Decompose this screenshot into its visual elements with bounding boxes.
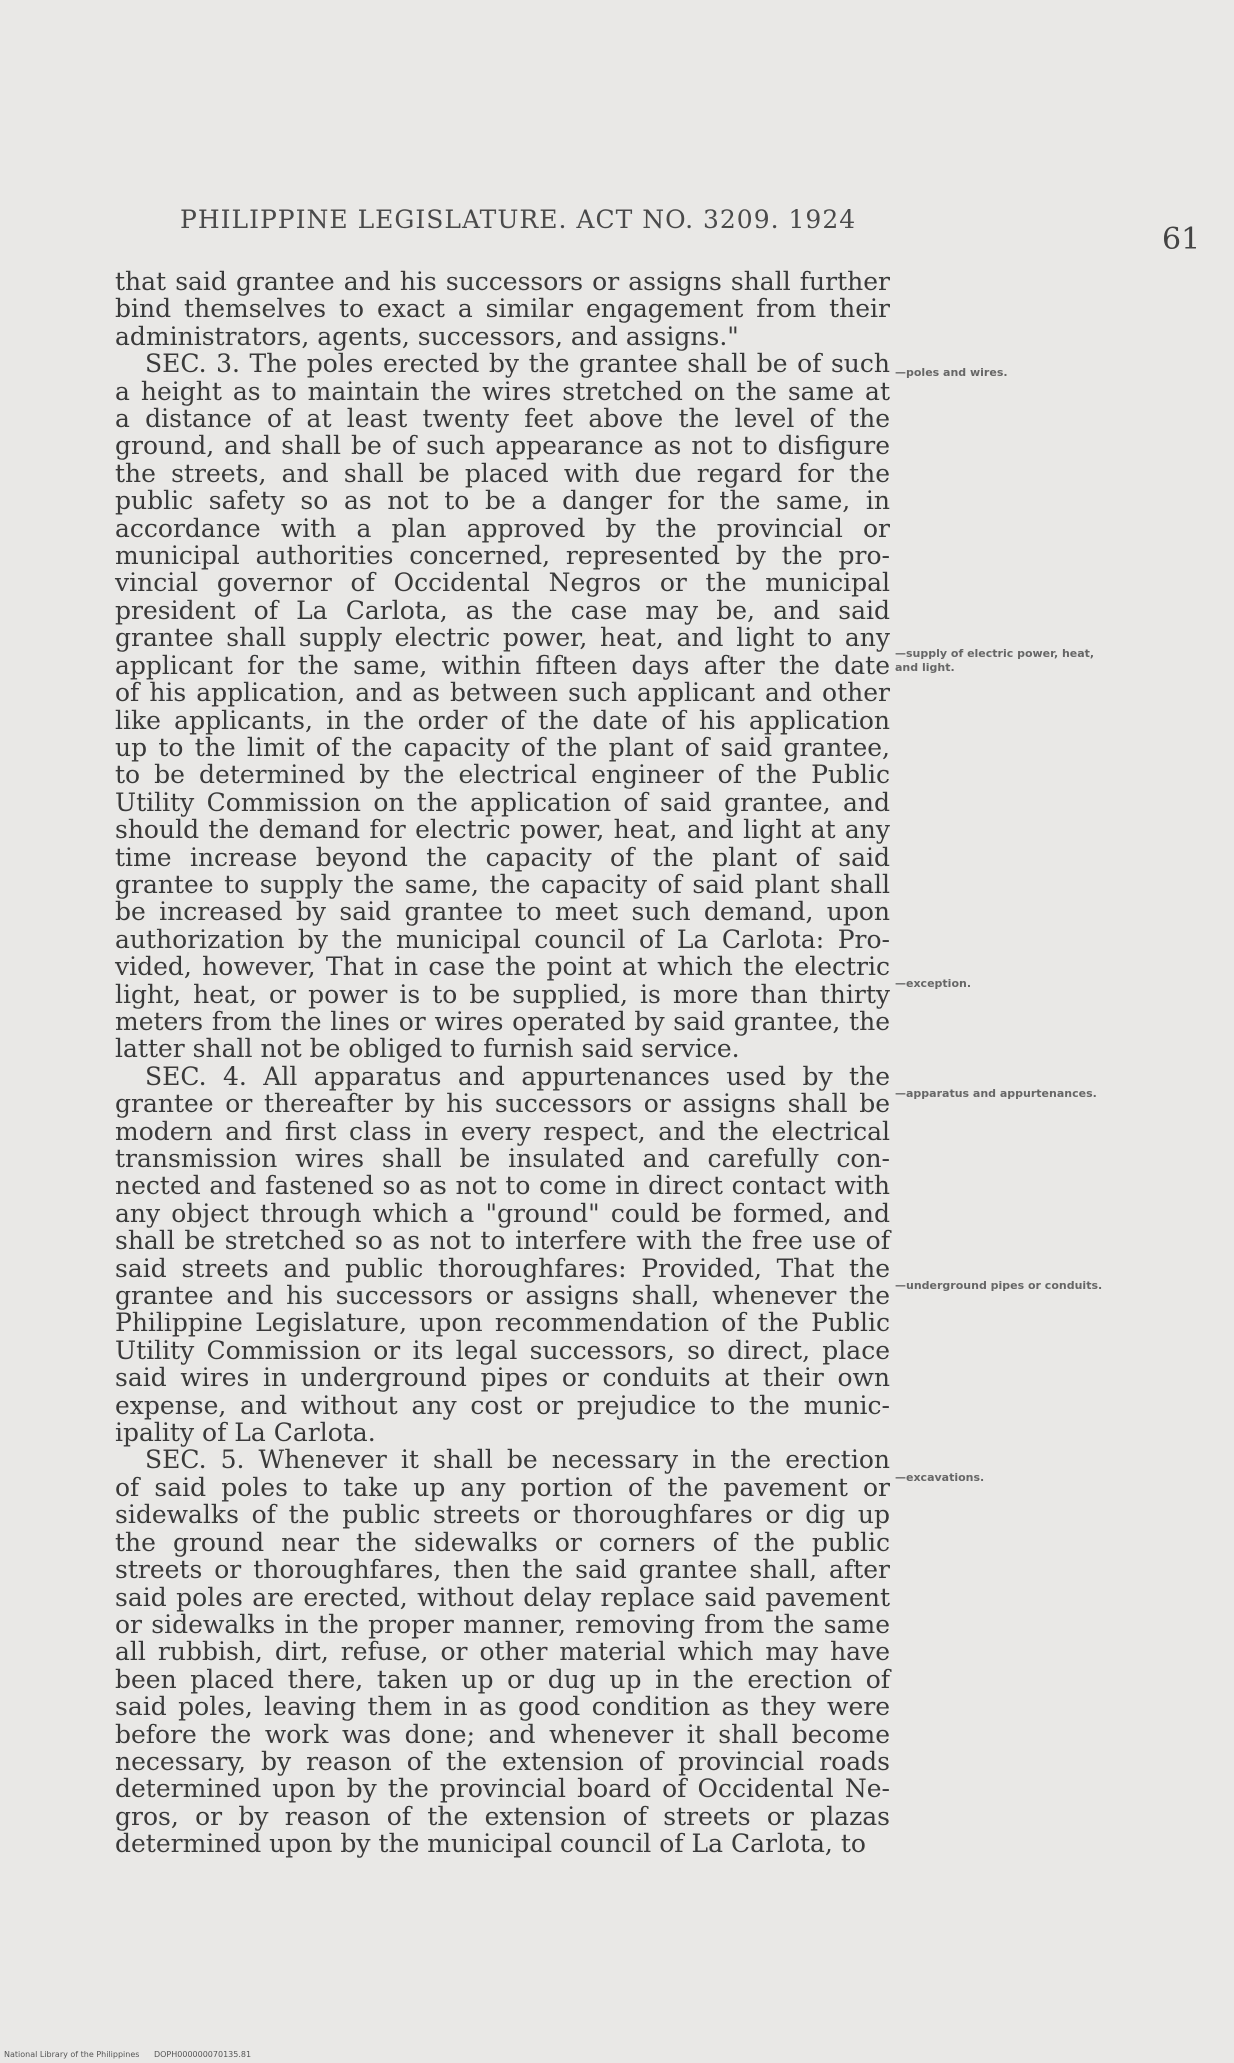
text-line: meters from the lines or wires operated by said grantee, the xyxy=(115,1006,890,1036)
margin-note-excavations: —excavations. xyxy=(895,1471,985,1484)
text-line: streets or thoroughfares, then the said grantee shall, after xyxy=(115,1555,890,1585)
text-line: gros, or by reason of the extension of streets or plazas xyxy=(115,1801,890,1831)
text-line: of said poles to take up any portion of the pavement or xyxy=(115,1472,890,1502)
text-line: before the work was done; and whenever it shall become xyxy=(115,1719,890,1749)
text-line: should the demand for electric power, heat, and light at any xyxy=(115,815,890,845)
text-line: ipality of La Carlota. xyxy=(115,1418,376,1448)
text-line: any object through which a "ground" could be formed, and xyxy=(115,1198,890,1228)
text-line: expense, and without any cost or prejudice to the munic- xyxy=(115,1390,890,1420)
margin-note-apparatus: —apparatus and appurtenances. xyxy=(895,1087,1097,1100)
text-line: vincial governor of Occidental Negros or the municipal xyxy=(115,568,890,598)
text-line: time increase beyond the capacity of the plant of said xyxy=(115,842,890,872)
text-line: a distance of at least twenty feet above the level of the xyxy=(115,404,890,434)
section-5-start: SEC. 5. Whenever it shall be necessary in the erection xyxy=(145,1445,890,1475)
text-line: determined upon by the municipal council of La Carlota, to xyxy=(115,1829,866,1859)
text-line: been placed there, taken up or dug up in the erection of xyxy=(115,1664,890,1694)
running-head: PHILIPPINE LEGISLATURE. ACT NO. 3209. 1924 xyxy=(180,205,857,234)
text-line: determined upon by the provincial board of Occidental Ne- xyxy=(115,1774,890,1804)
text-line: municipal authorities concerned, represented by the pro- xyxy=(115,541,890,571)
text-line: grantee or thereafter by his successors or assigns shall be xyxy=(115,1089,890,1119)
text-line: of his application, and as between such applicant and other xyxy=(115,678,890,708)
text-line: nected and fastened so as not to come in direct contact with xyxy=(115,1171,890,1201)
text-line: said streets and public thoroughfares: Provided, That the xyxy=(115,1253,890,1283)
text-line: grantee and his successors or assigns shall, whenever the xyxy=(115,1281,890,1311)
margin-note-supply: —supply of electric power, heat, and light. xyxy=(895,647,1095,674)
body-text xyxy=(115,268,890,1858)
margin-note-underground: —underground pipes or conduits. xyxy=(895,1279,1103,1292)
text-line: modern and first class in every respect, and the electrical xyxy=(115,1116,890,1146)
text-line: or sidewalks in the proper manner, removing from the same xyxy=(115,1609,890,1639)
text-line: Utility Commission or its legal successors, so direct, place xyxy=(115,1335,890,1365)
text-line: necessary, by reason of the extension of provincial roads xyxy=(115,1746,890,1776)
text-line: authorization by the municipal council of La Carlota: Pro- xyxy=(115,924,890,954)
section-4-start: SEC. 4. All apparatus and appurtenances used by the xyxy=(145,1061,890,1091)
text-line: shall be stretched so as not to interfere with the free use of xyxy=(115,1226,890,1256)
text-line: Utility Commission on the application of said grantee, and xyxy=(115,787,890,817)
text-line: transmission wires shall be insulated and carefully con- xyxy=(115,1144,890,1173)
text-line: said poles are erected, without delay replace said pavement xyxy=(115,1582,890,1612)
text-line: ground, and shall be of such appearance as not to disfigure xyxy=(115,431,890,461)
text-line: up to the limit of the capacity of the plant of said grantee, xyxy=(115,732,890,762)
text-line: the streets, and shall be placed with due regard for the xyxy=(115,458,890,488)
text-line: like applicants, in the order of the date of his application xyxy=(115,705,890,735)
footer-source: National Library of the Philippines xyxy=(4,2050,140,2059)
page-number: 61 xyxy=(1162,222,1201,257)
text-line: that said grantee and his successors or assigns shall further xyxy=(115,267,890,296)
text-line: grantee to supply the same, the capacity of said plant shall xyxy=(115,869,890,899)
text-line: bind themselves to exact a similar engagement from their xyxy=(115,294,890,324)
footer-code: DOPH000000070135.81 xyxy=(153,2050,252,2059)
text-line: president of La Carlota, as the case may be, and said xyxy=(115,595,890,625)
text-line: grantee shall supply electric power, heat, and light to any xyxy=(115,623,890,653)
text-line: said poles, leaving them in as good condition as they were xyxy=(115,1692,890,1722)
scan-footer xyxy=(4,2050,251,2059)
text-line: administrators, agents, successors, and assigns." xyxy=(115,321,739,351)
text-line: to be determined by the electrical engineer of the Public xyxy=(115,760,890,790)
text-line: public safety so as not to be a danger for the same, in xyxy=(115,486,890,516)
margin-note-poles: —poles and wires. xyxy=(895,366,1008,379)
text-line: the ground near the sidewalks or corners of the public xyxy=(115,1527,890,1557)
text-line: sidewalks of the public streets or thoroughfares or dig up xyxy=(115,1500,890,1530)
text-line: latter shall not be obliged to furnish said service. xyxy=(115,1034,740,1064)
text-line: Philippine Legislature, upon recommendation of the Public xyxy=(115,1308,890,1338)
text-line: all rubbish, dirt, refuse, or other material which may have xyxy=(115,1637,890,1667)
text-line: light, heat, or power is to be supplied, is more than thirty xyxy=(115,979,890,1009)
text-line: vided, however, That in case the point at which the electric xyxy=(115,952,890,982)
section-3-start: SEC. 3. The poles erected by the grantee shall be of such xyxy=(145,349,890,379)
text-line: said wires in underground pipes or conduits at their own xyxy=(115,1363,890,1393)
text-line: applicant for the same, within fifteen days after the date xyxy=(115,650,890,680)
text-line: accordance with a plan approved by the provincial or xyxy=(115,513,890,543)
text-line: a height as to maintain the wires stretched on the same at xyxy=(115,376,890,406)
margin-note-exception: —exception. xyxy=(895,977,972,990)
text-line: be increased by said grantee to meet such demand, upon xyxy=(115,897,890,927)
